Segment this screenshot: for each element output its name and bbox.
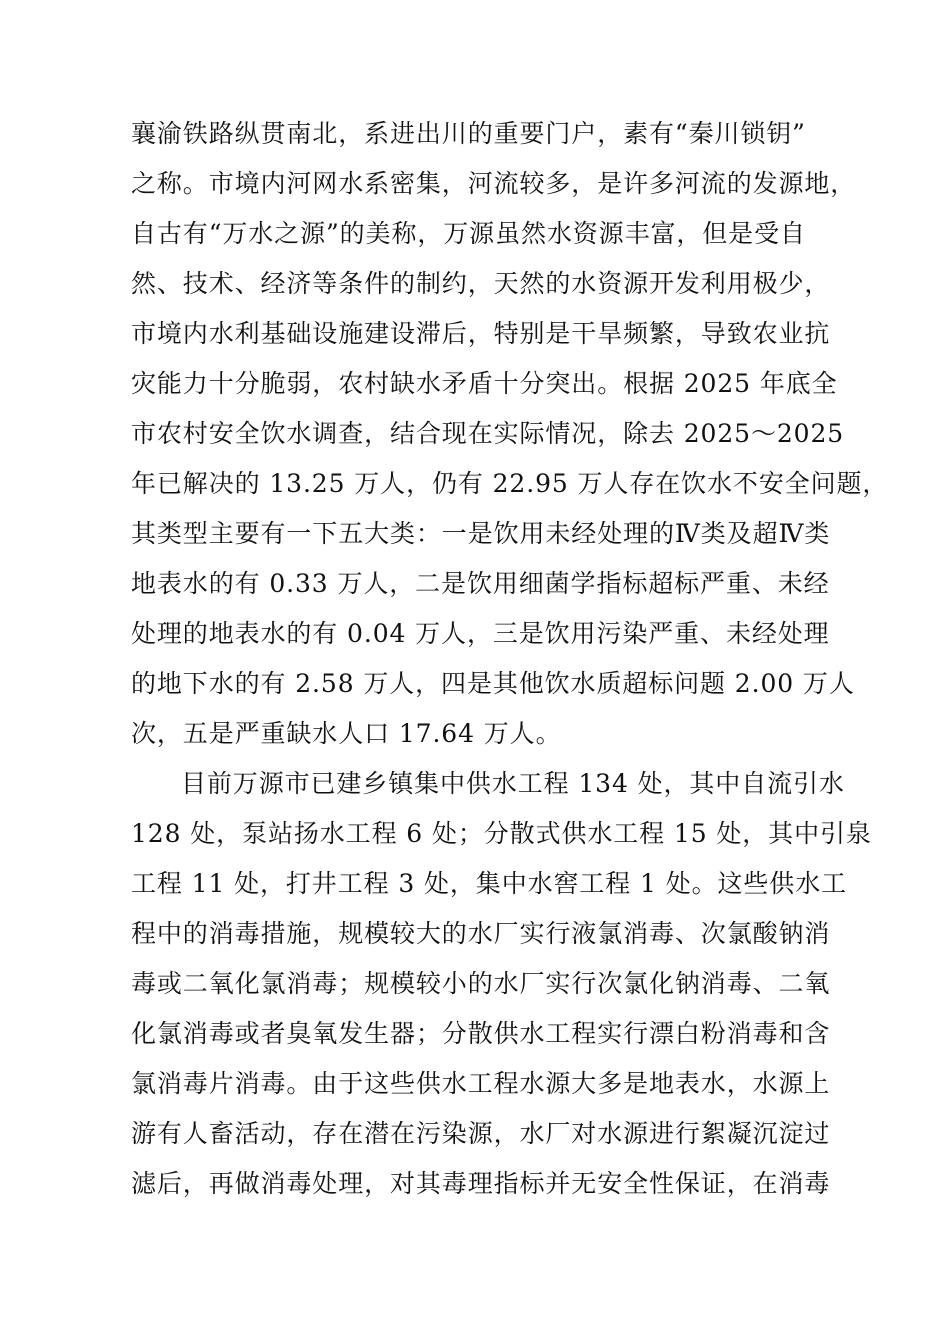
text-line: 处理的地表水的有 0.04 万人，三是饮用污染严重、未经处理: [131, 619, 830, 648]
text-line: 滤后，再做消毒处理，对其毒理指标并无安全性保证，在消毒: [131, 1169, 831, 1198]
text-line: 市农村安全饮水调查，结合现在实际情况，除去 2025～2025: [131, 419, 845, 448]
text-line: 游有人畜活动，存在潜在污染源，水厂对水源进行絮凝沉淀过: [131, 1119, 831, 1148]
text-line: 地表水的有 0.33 万人，二是饮用细菌学指标超标严重、未经: [131, 569, 830, 598]
text-line: 襄渝铁路纵贯南北，系进出川的重要门户，素有“秦川锁钥”: [131, 119, 806, 148]
text-line: 市境内水利基础设施建设滞后，特别是干旱频繁，导致农业抗: [131, 319, 831, 348]
text-line: 年已解决的 13.25 万人，仍有 22.95 万人存在饮水不安全问题，: [131, 469, 889, 498]
text-line: 氯消毒片消毒。由于这些供水工程水源大多是地表水，水源上: [131, 1069, 831, 1098]
text-line: 工程 11 处，打井工程 3 处，集中水窖工程 1 处。这些供水工: [131, 869, 848, 898]
text-line: 之称。市境内河网水系密集，河流较多，是许多河流的发源地，: [131, 169, 857, 198]
text-line: 灾能力十分脆弱，农村缺水矛盾十分突出。根据 2025 年底全: [131, 369, 838, 398]
text-line: 化氯消毒或者臭氧发生器；分散供水工程实行漂白粉消毒和含: [131, 1019, 831, 1048]
text-line: 自古有“万水之源”的美称，万源虽然水资源丰富，但是受自: [131, 219, 806, 248]
text-line: 128 处，泵站扬水工程 6 处；分散式供水工程 15 处，其中引泉: [131, 819, 872, 848]
text-line: 然、技术、经济等条件的制约，天然的水资源开发利用极少，: [131, 269, 831, 298]
text-line: 毒或二氧化氯消毒；规模较小的水厂实行次氯化钠消毒、二氧: [131, 969, 831, 998]
text-line: 次，五是严重缺水人口 17.64 万人。: [131, 719, 562, 748]
text-line: 程中的消毒措施，规模较大的水厂实行液氯消毒、次氯酸钠消: [131, 919, 831, 948]
text-line: 其类型主要有一下五大类：一是饮用未经处理的Ⅳ类及超Ⅳ类: [131, 519, 831, 548]
text-line: 的地下水的有 2.58 万人，四是其他饮水质超标问题 2.00 万人: [131, 669, 855, 698]
text-line: 目前万源市已建乡镇集中供水工程 134 处，其中自流引水: [181, 769, 845, 798]
